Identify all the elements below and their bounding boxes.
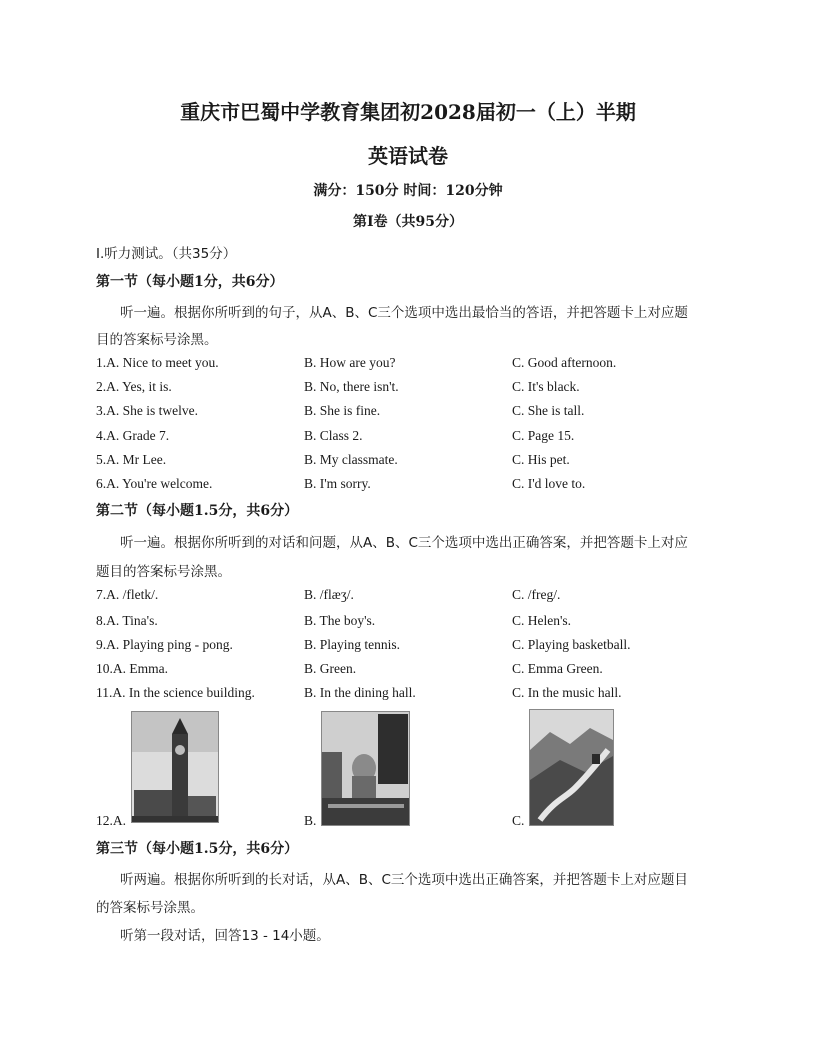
section2-heading: 第二节（每小题1.5分，共6分）	[96, 503, 299, 519]
big-ben-drawing	[132, 712, 218, 822]
section3-note: 听第一段对话，回答13 - 14小题。	[120, 928, 330, 944]
option-b: B. Playing tennis.	[304, 637, 401, 652]
option-c: C. Good afternoon.	[512, 355, 617, 370]
part1-heading: I.听力测试。（共35分）	[96, 246, 237, 262]
option-c: C. It's black.	[512, 379, 580, 394]
option-a: 3.A. She is twelve.	[96, 403, 198, 418]
question-row	[0, 452, 816, 472]
question-row	[0, 587, 816, 607]
option-c: C. /freg/.	[512, 587, 561, 602]
q12-option-a-label: 12.A.	[96, 813, 126, 828]
section1-instruction-cont: 目的答案标号涂黑。	[96, 332, 218, 348]
q12-option-b-label: B.	[304, 813, 317, 828]
option-a: 6.A. You're welcome.	[96, 476, 213, 491]
question-row	[0, 661, 816, 681]
great-wall-drawing	[530, 710, 613, 825]
question-row	[0, 379, 816, 399]
option-c: C. Playing basketball.	[512, 637, 631, 652]
option-b: B. How are you?	[304, 355, 396, 370]
option-b: B. In the dining hall.	[304, 685, 416, 700]
great-wall-image	[529, 709, 614, 826]
merlion-image	[321, 711, 410, 826]
question-row	[0, 613, 816, 633]
option-c: C. Helen's.	[512, 613, 572, 628]
option-c: C. Page 15.	[512, 428, 575, 443]
option-a: 9.A. Playing ping - pong.	[96, 637, 233, 652]
section3-instruction: 听两遍。根据你所听到的长对话，从A、B、C三个选项中选出正确答案，并把答题卡上对应题目	[120, 872, 688, 888]
option-b: B. I'm sorry.	[304, 476, 371, 491]
question-row	[0, 428, 816, 448]
option-a: 7.A. /fletk/.	[96, 587, 159, 602]
option-a: 1.A. Nice to meet you.	[96, 355, 219, 370]
option-a: 8.A. Tina's.	[96, 613, 158, 628]
option-b: B. Green.	[304, 661, 357, 676]
option-a: 5.A. Mr Lee.	[96, 452, 167, 467]
option-a: 11.A. In the science building.	[96, 685, 255, 700]
option-a: 10.A. Emma.	[96, 661, 168, 676]
option-a: 2.A. Yes, it is.	[96, 379, 172, 394]
exam-title: 重庆市巴蜀中学教育集团初2028届初一（上）半期	[180, 100, 636, 124]
score-time: 满分：150分 时间：120分钟	[313, 183, 503, 199]
section3-heading: 第三节（每小题1.5分，共6分）	[96, 841, 299, 857]
section1-instruction: 听一遍。根据你所听到的句子，从A、B、C三个选项中选出最恰当的答语，并把答题卡上对应题	[120, 305, 688, 321]
big-ben-image	[131, 711, 219, 823]
question-row	[0, 476, 816, 496]
section1-heading: 第一节（每小题1分，共6分）	[96, 274, 284, 290]
volume-heading: 第I卷（共95分）	[352, 214, 464, 230]
q12-option-c-label: C.	[512, 813, 525, 828]
exam-subtitle: 英语试卷	[368, 144, 448, 168]
question-row	[0, 685, 816, 705]
section2-instruction: 听一遍。根据你所听到的对话和问题，从A、B、C三个选项中选出正确答案，并把答题卡上对应	[120, 535, 688, 551]
option-b: B. She is fine.	[304, 403, 381, 418]
question-row	[0, 355, 816, 375]
option-c: C. She is tall.	[512, 403, 585, 418]
option-b: B. /flæʒ/.	[304, 587, 354, 602]
option-b: B. My classmate.	[304, 452, 398, 467]
option-b: B. The boy's.	[304, 613, 376, 628]
option-a: 4.A. Grade 7.	[96, 428, 170, 443]
merlion-drawing	[322, 712, 409, 825]
option-c: C. I'd love to.	[512, 476, 586, 491]
question-row	[0, 637, 816, 657]
option-c: C. In the music hall.	[512, 685, 622, 700]
option-c: C. Emma Green.	[512, 661, 603, 676]
question-row	[0, 403, 816, 423]
option-b: B. No, there isn't.	[304, 379, 399, 394]
option-b: B. Class 2.	[304, 428, 363, 443]
section3-instruction-cont: 的答案标号涂黑。	[96, 900, 204, 916]
section2-instruction-cont: 题目的答案标号涂黑。	[96, 564, 231, 580]
option-c: C. His pet.	[512, 452, 570, 467]
